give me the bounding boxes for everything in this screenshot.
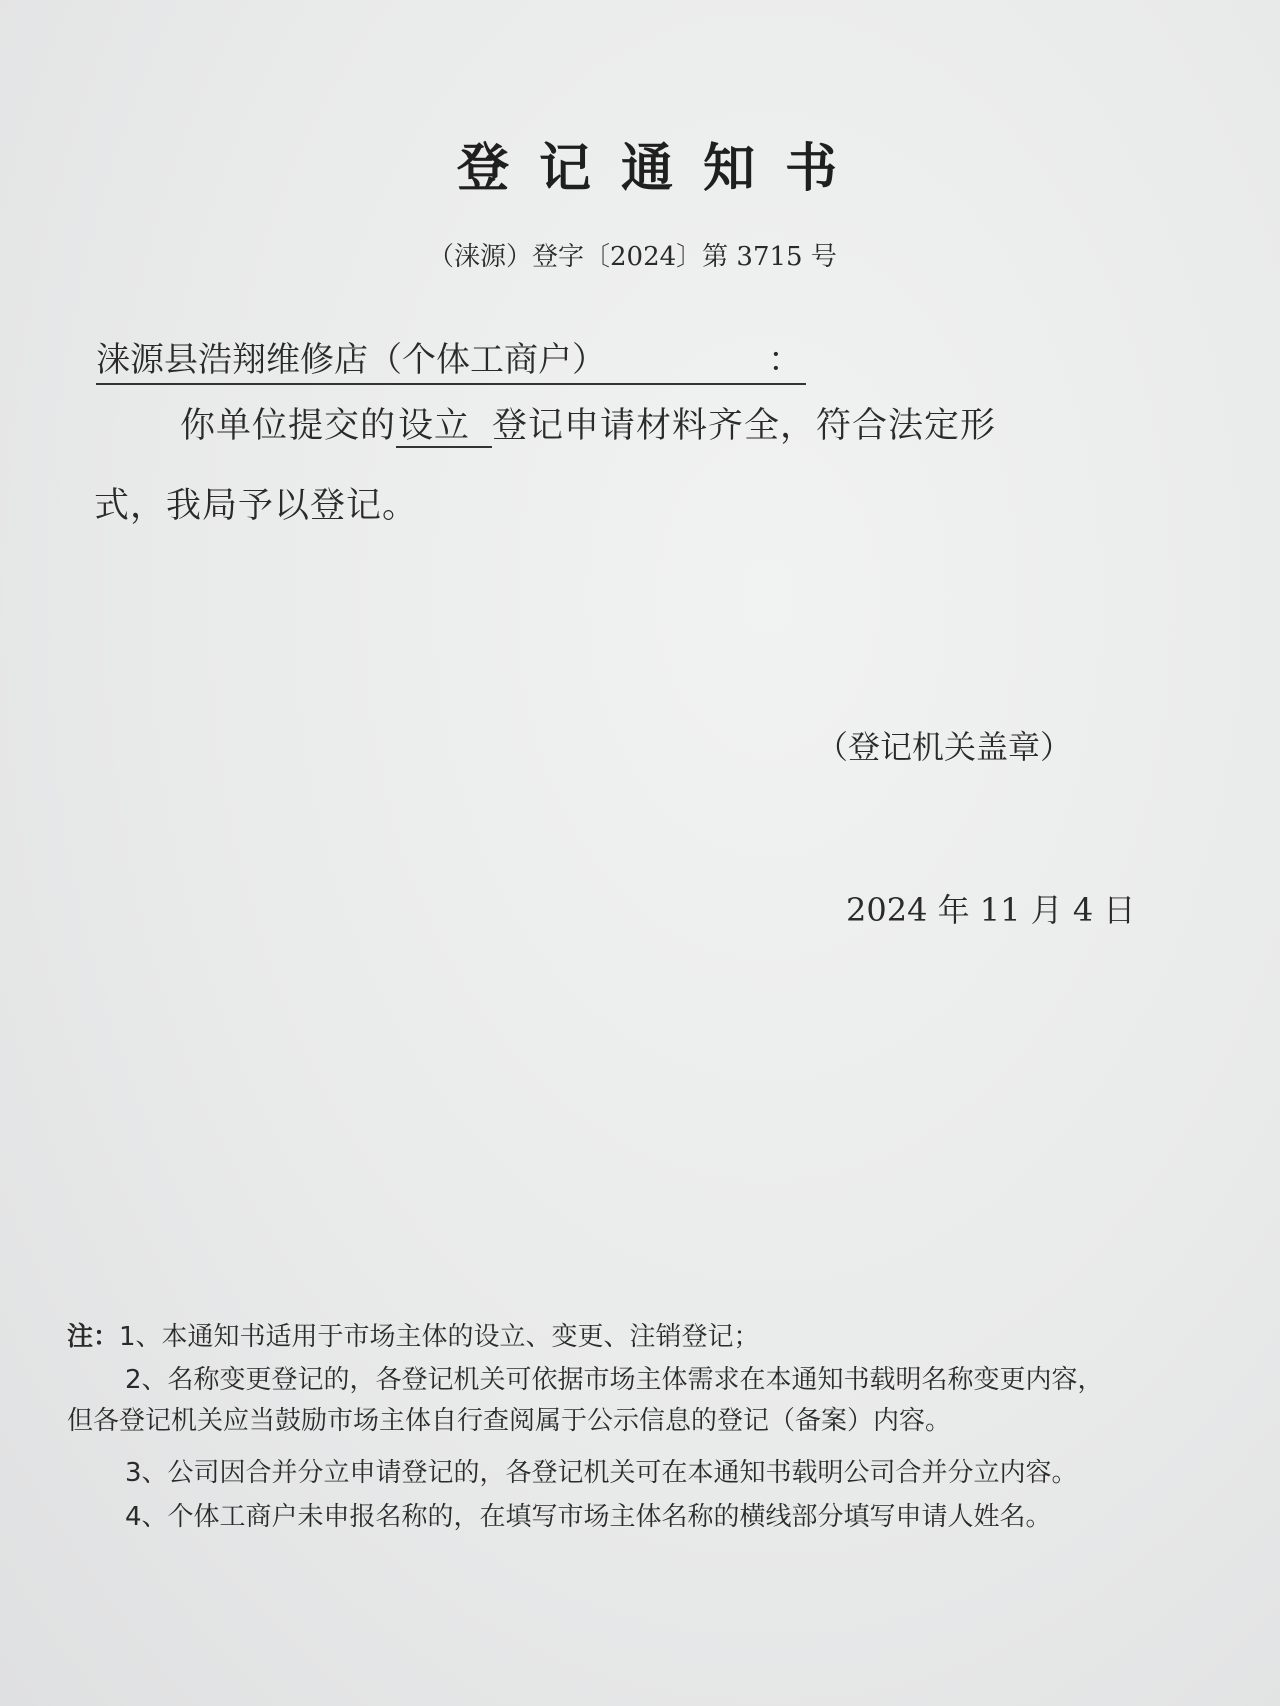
note-3: 3、公司因合并分立申请登记的，各登记机关可在本通知书载明公司合并分立内容。 [125, 1458, 1078, 1488]
addressee-name: 涞源县浩翔维修店（个体工商户） [96, 340, 606, 380]
notes-label: 注： [67, 1322, 120, 1352]
addressee-line [96, 332, 806, 385]
body-suffix: 登记申请材料齐全，符合法定形 [492, 406, 997, 446]
seal-label: （登记机关盖章） [816, 728, 1073, 766]
document-number: （涞源）登字〔2024〕第 3715 号 [428, 242, 837, 272]
note-1 [67, 1316, 760, 1353]
note-1-text: 1、本通知书适用于市场主体的设立、变更、注销登记； [119, 1322, 760, 1352]
note-4: 4、个体工商户未申报名称的，在填写市场主体名称的横线部分填写申请人姓名。 [125, 1502, 1052, 1532]
note-2a: 2、名称变更登记的，各登记机关可依据市场主体需求在本通知书载明名称变更内容， [125, 1365, 1104, 1395]
registration-type: 设立 [396, 406, 492, 448]
body-prefix: 你单位提交的 [180, 406, 397, 446]
body-line-2: 式，我局予以登记。 [94, 486, 419, 526]
issue-date: 2024 年 11 月 4 日 [846, 891, 1136, 929]
body-line-1 [180, 398, 996, 448]
document-title: 登记通知书 [457, 139, 868, 199]
addressee-colon: ： [768, 340, 802, 380]
note-2b: 但各登记机关应当鼓励市场主体自行查阅属于公示信息的登记（备案）内容。 [67, 1406, 952, 1436]
